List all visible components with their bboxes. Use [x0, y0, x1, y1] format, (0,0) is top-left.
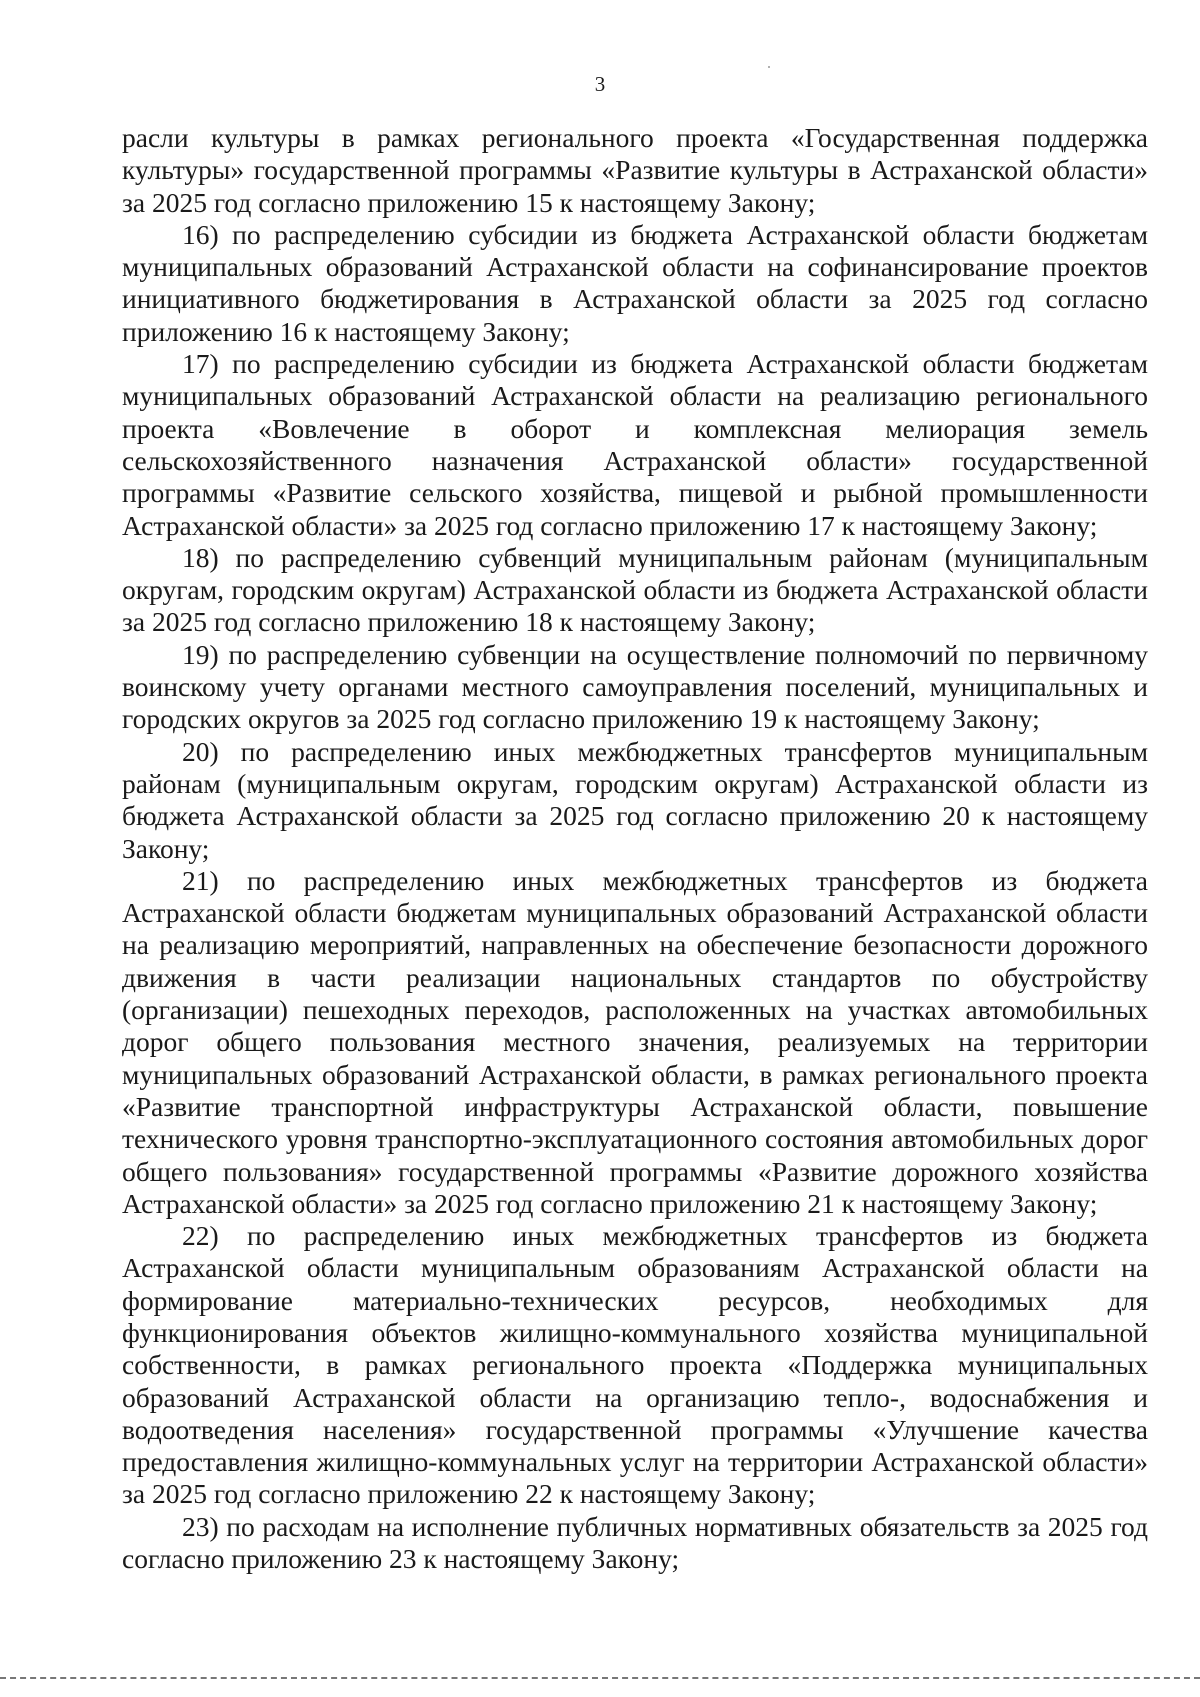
scan-artifact: [768, 66, 770, 68]
list-item-23: 23) по расходам на исполнение публичных нормативных обязательств за 2025 год согласно приложению 23 к настоящему Закону;: [122, 1510, 1148, 1575]
list-item-22: 22) по распределению иных межбюджетных трансфертов из бюджета Астраханской области муниципальным образованиям Астраханской области на формирование материально-технических ресурсов, необходимых для функционирования объектов жилищно-коммунального хозяйства муниципальной собственности, в рамках регионального проекта «Поддержка муниципальных образований Астраханской области на организацию тепло-, водоснабжения и водоотведения населения» государственной программы «Улучшение качества предоставления жилищно-коммунальных услуг на территории Астраханской области» за 2025 год согласно приложению 22 к настоящему Закону;: [122, 1220, 1148, 1510]
list-item-19: 19) по распределению субвенции на осуществление полномочий по первичному воинскому учету органами местного самоуправления поселений, муниципальных и городских округов за 2025 год согласно приложению 19 к настоящему Закону;: [122, 638, 1148, 735]
page-number: 3: [594, 72, 606, 96]
list-item-16: 16) по распределению субсидии из бюджета Астраханской области бюджетам муниципальных образований Астраханской области на софинансирование проектов инициативного бюджетирования в Астраханской области за 2025 год согласно приложению 16 к настоящему Закону;: [122, 218, 1148, 347]
list-item-21: 21) по распределению иных межбюджетных трансфертов из бюджета Астраханской области бюджетам муниципальных образований Астраханской области на реализацию мероприятий, направленных на обеспечение безопасности дорожного движения в части реализации национальных стандартов по обустройству (организации) пешеходных переходов, расположенных на участках автомобильных дорог общего пользования местного значения, реализуемых на территории муниципальных образований Астраханской области, в рамках регионального проекта «Развитие транспортной инфраструктуры Астраханской области, повышение технического уровня транспортно-эксплуатационного состояния автомобильных дорог общего пользования» государственной программы «Развитие дорожного хозяйства Астраханской области» за 2025 год согласно приложению 21 к настоящему Закону;: [122, 864, 1148, 1219]
list-item-18: 18) по распределению субвенций муниципальным районам (муниципальным округам, городским округам) Астраханской области из бюджета Астраханской области за 2025 год согласно приложению 18 к настоящему Закону;: [122, 541, 1148, 638]
list-item-17: 17) по распределению субсидии из бюджета Астраханской области бюджетам муниципальных образований Астраханской области на реализацию регионального проекта «Вовлечение в оборот и комплексная мелиорация земель сельскохозяйственного назначения Астраханской области» государственной программы «Развитие сельского хозяйства, пищевой и рыбной промышленности Астраханской области» за 2025 год согласно приложению 17 к настоящему Закону;: [122, 348, 1148, 541]
document-body: [122, 122, 1148, 1575]
list-item-20: 20) по распределению иных межбюджетных трансфертов муниципальным районам (муниципальным округам, городским округам) Астраханской области из бюджета Астраханской области за 2025 год согласно приложению 20 к настоящему Закону;: [122, 735, 1148, 864]
page-bottom-border: [0, 1677, 1200, 1679]
paragraph-continuation: расли культуры в рамках регионального проекта «Государственная поддержка культуры» государственной программы «Развитие культуры в Астраханской области» за 2025 год согласно приложению 15 к настоящему Закону;: [122, 122, 1148, 218]
